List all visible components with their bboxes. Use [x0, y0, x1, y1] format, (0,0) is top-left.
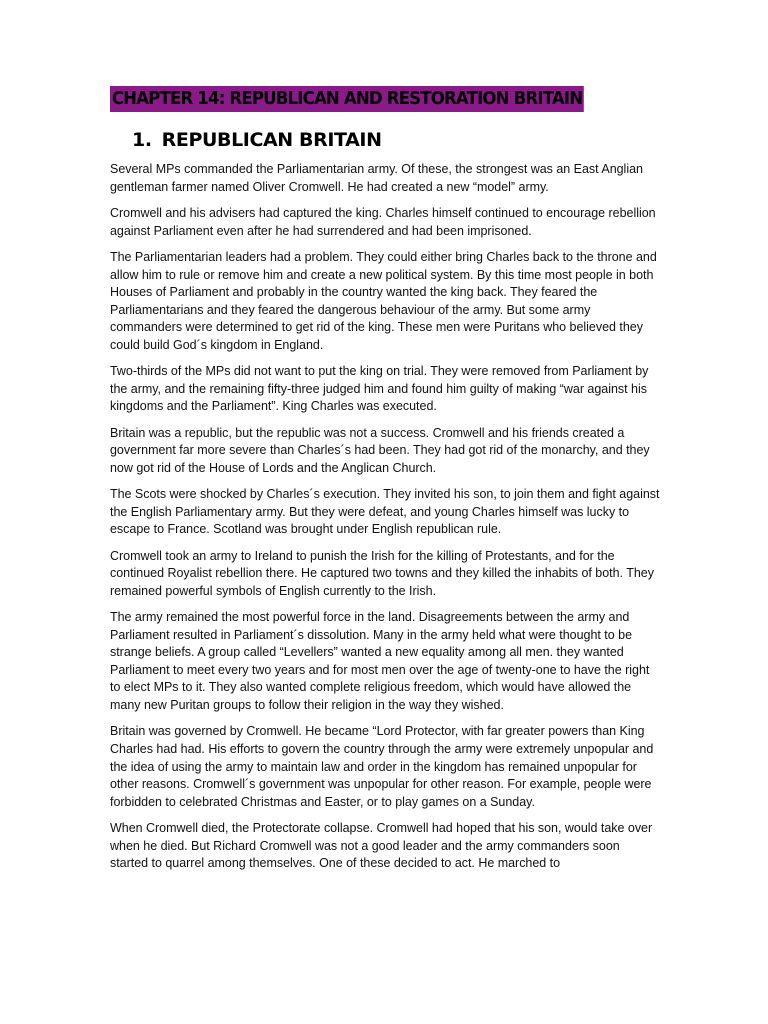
paragraph: Britain was a republic, but the republic was not a success. Cromwell and his friends created a government far more severe than Charles´s had been. They had got rid of the monarchy, and they now got rid of the House of Lords and the Anglican Church. [110, 425, 650, 475]
paragraph: The Scots were shocked by Charles´s execution. They invited his son, to join them and fight against the English Parliamentary army. But they were defeat, and young Charles himself was lucky to escape to France. Scotland was brought under English republican rule. [110, 487, 660, 537]
paragraph: The army remained the most powerful force in the land. Disagreements between the army and Parliament resulted in Parliament´s dissolution. Many in the army held what were thought to be strange beliefs. A group called “Levellers” wanted a new equality among all men. they wanted Parliament to meet every two years and for most men over the age of twenty-one to have the right to elect MPs to it. They also wanted complete religious freedom, which would have allowed the many new Puritan groups to follow their religion in the way they wished. [110, 610, 650, 712]
paragraph: When Cromwell died, the Protectorate collapse. Cromwell had hoped that his son, would take over when he died. But Richard Cromwell was not a good leader and the army commanders soon started to quarrel among themselves. One of these decided to act. He marched to [110, 821, 653, 871]
section-title: REPUBLICAN BRITAIN [161, 129, 382, 151]
paragraph: Two-thirds of the MPs did not want to put the king on trial. They were removed from Parliament by the army, and the remaining fifty-three judged him and found him guilty of making “war against his kingdoms and the Parliament”. King Charles was executed. [110, 364, 649, 414]
paragraph: Cromwell took an army to Ireland to punish the Irish for the killing of Protestants, and for the continued Royalist rebellion there. He captured two towns and they killed the inhabits of both. They remained powerful symbols of English currently to the Irish. [110, 548, 654, 598]
paragraph: Several MPs commanded the Parliamentarian army. Of these, the strongest was an East Anglian gentleman farmer named Oliver Cromwell. He had created a new “model” army. [110, 162, 643, 194]
section-heading [132, 128, 660, 152]
paragraph: Cromwell and his advisers had captured the king. Charles himself continued to encourage rebellion against Parliament even after he had surrendered and had been imprisoned. [110, 205, 656, 238]
paragraph: The Parliamentarian leaders had a problem. They could either bring Charles back to the throne and allow him to rule or remove him and create a new political system. By this time most people in both Houses of Parliament and probably in the country wanted the king back. They feared the Parliamentarians and they feared the dangerous behaviour of the army. But some army commanders were determined to get rid of the king. These men were Puritans who believed they could build God´s kingdom in England. [110, 249, 657, 352]
document-page [110, 86, 660, 882]
section-number: 1. [132, 129, 152, 151]
body-text [110, 161, 660, 873]
chapter-title: CHAPTER 14: REPUBLICAN AND RESTORATION BRITAIN [110, 86, 584, 112]
paragraph: Britain was governed by Cromwell. He became “Lord Protector, with far greater powers than King Charles had had. His efforts to govern the country through the army were extremely unpopular and the idea of using the army to maintain law and order in the kingdom has remained unpopular for other reasons. Cromwell´s government was unpopular for other reason. For example, people were forbidden to celebrated Christmas and Easter, or to play games on a Sunday. [110, 724, 654, 809]
